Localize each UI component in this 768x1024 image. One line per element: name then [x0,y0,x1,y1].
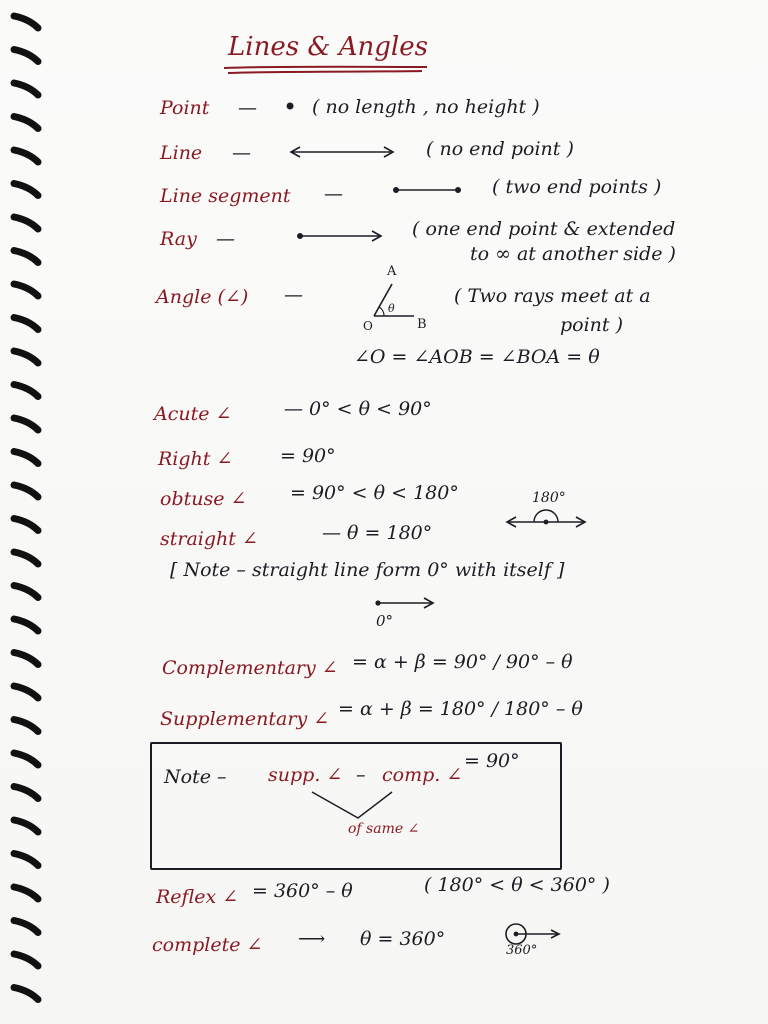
title-underline [222,64,432,76]
spiral-coil [14,921,38,933]
spiral-coil [14,83,38,95]
spiral-coil [14,686,38,698]
expr-supplementary: = α + β = 180° / 180° – θ [338,698,583,720]
desc-line-segment: ( two end points ) [492,176,662,198]
spiral-coil [14,418,38,430]
desc-angle-2: point ) [560,314,624,336]
range-reflex: ( 180° < θ < 360° ) [424,874,610,896]
term-straight: straight ∠ [160,528,258,550]
spiral-coil [14,16,38,28]
expr-complementary: = α + β = 90° / 90° – θ [352,651,573,673]
term-point: Point [160,97,210,119]
spiral-coil [14,452,38,464]
spiral-coil [14,351,38,363]
complete-arrow: ⟶ [298,928,326,950]
label-b: B [417,317,427,332]
dash-line: — [232,142,251,164]
spiral-coil [14,720,38,732]
spiral-coil [14,552,38,564]
note-label: Note – [164,766,227,788]
complete-mark: 360° [506,943,538,958]
straight-note: [ Note – straight line form 0° with itself ] [170,559,565,581]
term-line: Line [160,142,203,164]
spiral-coil [14,619,38,631]
spiral-coil [14,318,38,330]
term-supplementary: Supplementary ∠ [160,708,330,730]
desc-ray-2: to ∞ at another side ) [470,243,676,265]
spiral-coil [14,854,38,866]
expr-complete: θ = 360° [360,928,446,950]
expr-right: = 90° [280,445,336,467]
ray-diagram [294,228,386,244]
spiral-coil [14,117,38,129]
spiral-coil [14,184,38,196]
term-angle: Angle (∠) [156,286,249,308]
spiral-coil [14,820,38,832]
spiral-coil [14,887,38,899]
spiral-coil [14,954,38,966]
label-a: A [387,264,397,279]
straight-mark-label: 180° [532,490,566,506]
desc-point: ( no length , no height ) [312,96,540,118]
spiral-coil [14,586,38,598]
note-sub: of same ∠ [348,821,420,837]
page-title: Lines & Angles [228,32,428,62]
note-supp: supp. ∠ [268,764,343,786]
note-eq: = 90° [464,750,520,772]
spiral-coil [14,284,38,296]
angle-equation: ∠O = ∠AOB = ∠BOA = θ [354,346,600,368]
dash-ray: — [216,228,235,250]
dash-angle: — [284,284,303,306]
term-ray: Ray [160,228,197,250]
note-comp: comp. ∠ [382,764,463,786]
dash-point: — [238,97,257,119]
spiral-binding [0,0,60,1024]
term-reflex: Reflex ∠ [156,886,239,908]
spiral-coil [14,988,38,1000]
dash-line-segment: — [324,183,343,205]
expr-acute: — 0° < θ < 90° [284,398,432,420]
spiral-coil [14,150,38,162]
desc-line: ( no end point ) [426,138,574,160]
zero-label: 0° [376,612,394,630]
spiral-coil [14,485,38,497]
spiral-coil [14,50,38,62]
desc-ray-1: ( one end point & extended [412,218,676,240]
term-right: Right ∠ [158,448,233,470]
expr-obtuse: = 90° < θ < 180° [290,482,459,504]
desc-angle-1: ( Two rays meet at a [454,285,651,307]
term-complete: complete ∠ [152,934,263,956]
line-diagram [288,144,398,160]
segment-diagram [390,183,466,197]
expr-straight: — θ = 180° [322,522,433,544]
spiral-coil [14,251,38,263]
expr-reflex: = 360° – θ [252,880,353,902]
term-obtuse: obtuse ∠ [160,488,247,510]
spiral-coil [14,217,38,229]
spiral-coil [14,385,38,397]
term-line-segment: Line segment [160,185,291,207]
spiral-coil [14,787,38,799]
spiral-coil [14,753,38,765]
label-o: O [363,319,373,333]
term-acute: Acute ∠ [154,403,232,425]
zero-angle-diagram [372,596,438,610]
straight-angle-diagram [504,506,590,530]
label-theta: θ [388,302,395,315]
spiral-coil [14,519,38,531]
note-sep: – [356,764,366,786]
point-dot: • [283,93,298,121]
term-complementary: Complementary ∠ [162,657,338,679]
spiral-coil [14,653,38,665]
